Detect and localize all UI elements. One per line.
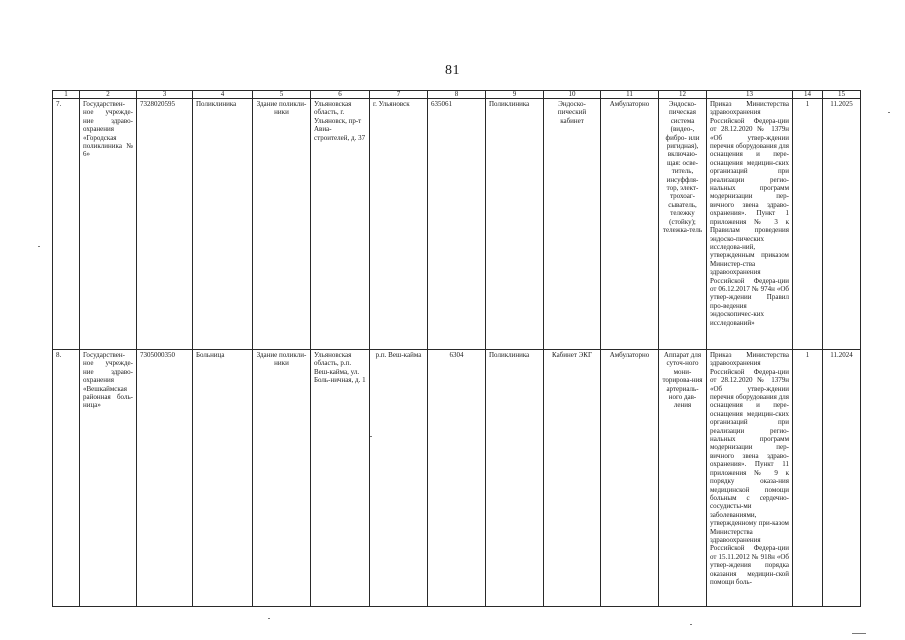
column-number: 2: [80, 91, 137, 99]
equipment-cell: Аппарат для суточ-ного мони-торирова-ния артериаль-ного дав-ления: [659, 350, 707, 607]
legal-basis-cell: Приказ Министерства здравоохранения Российской Федера-ции от 28.12.2020 № 1379н «Об утвер-ждении перечня оборудования для оснащения и пере-оснащения медицин-ских организаций при реализации регио-нальных программ модернизации пер-вичного звена здраво-охранения». Пункт 1 приложения № 3 к Правилам проведения эндоско-пических исследова-ний, утвержденным приказом Министер-ства здравоохранения Российской Федера-ции от 06.12.2017 № 974н «Об утвер-ждении Правил про-ведения эндоскопичес-ких исследований»: [707, 99, 793, 350]
locality-cell: г. Ульяновск: [370, 99, 428, 350]
column-number: 11: [601, 91, 659, 99]
table-row: [53, 99, 861, 350]
column-number: 1: [53, 91, 80, 99]
department-cell: Поликлиника: [486, 99, 544, 350]
row-number: 7.: [53, 99, 80, 350]
inn-cell: 7305000350: [137, 350, 193, 607]
code-cell: 635061: [428, 99, 486, 350]
scan-speck: [690, 624, 692, 625]
date-cell: 11.2024: [823, 350, 861, 607]
row-number: 8.: [53, 350, 80, 607]
date-cell: 11.2025: [823, 99, 861, 350]
code-cell: 6304: [428, 350, 486, 607]
organization-name: Государствен-ное учрежде-ние здраво-охранения «Вешкаймская районная боль-ница»: [80, 350, 137, 607]
column-number: 4: [193, 91, 253, 99]
column-number: 3: [137, 91, 193, 99]
column-number: 8: [428, 91, 486, 99]
column-number: 13: [707, 91, 793, 99]
building-cell: Здание поликли-ники: [253, 99, 311, 350]
inn-cell: 7328020595: [137, 99, 193, 350]
department-cell: Поликлиника: [486, 350, 544, 607]
column-number: 15: [823, 91, 861, 99]
column-number: 14: [793, 91, 823, 99]
column-number: 9: [486, 91, 544, 99]
scan-speck: [370, 436, 372, 437]
scan-speck: [268, 618, 270, 619]
equipment-table: [52, 90, 861, 607]
building-cell: Здание поликли-ники: [253, 350, 311, 607]
column-number: 12: [659, 91, 707, 99]
column-number: 6: [311, 91, 370, 99]
room-cell: Эндоско-пический кабинет: [544, 99, 601, 350]
scan-speck: [852, 633, 866, 634]
organization-name: Государствен-ное учрежде-ние здраво-охранения «Городская поликлиника № 6»: [80, 99, 137, 350]
scan-speck: [888, 112, 890, 113]
room-cell: Кабинет ЭКГ: [544, 350, 601, 607]
table-row: [53, 350, 861, 607]
address-cell: Ульяновская область, р.п. Веш-кайма, ул. Боль-ничная, д. 1: [311, 350, 370, 607]
column-number: 10: [544, 91, 601, 99]
locality-cell: р.п. Веш-кайма: [370, 350, 428, 607]
care-type-cell: Амбулаторно: [601, 350, 659, 607]
page-number: 81: [445, 63, 460, 78]
quantity-cell: 1: [793, 99, 823, 350]
quantity-cell: 1: [793, 350, 823, 607]
column-number: 5: [253, 91, 311, 99]
legal-basis-cell: Приказ Министерства здравоохранения Российской Федера-ции от 28.12.2020 № 1379н «Об утвер-ждении перечня оборудования для оснащения и пере-оснащения медицин-ских организаций при реализации регио-нальных программ модернизации пер-вичного звена здраво-охранения». Пункт 11 приложения № 9 к порядку оказа-ния медицинской помощи больным с сердечно-сосудисты-ми заболеваниями, утвержденному при-казом Министерства здравоохранения Российской Федера-ции от 15.11.2012 № 918н «Об утвер-ждения порядка оказания медицин-ской помощи боль-: [707, 350, 793, 607]
care-type-cell: Амбулаторно: [601, 99, 659, 350]
column-number: 7: [370, 91, 428, 99]
equipment-cell: Эндоско-пическая система (видео-, фибро- или ригидная), включаю-щая: освe-титель, инсуффля-тор, элект-трохоаг-сыватель, тележку (стойку); тележка-тель: [659, 99, 707, 350]
address-cell: Ульяновская область, г. Ульяновск, пр-т Авиа-строителей, д. 37: [311, 99, 370, 350]
column-number-row: [53, 91, 861, 99]
scan-speck: [38, 246, 40, 247]
facility-type: Поликлиника: [193, 99, 253, 350]
facility-type: Больница: [193, 350, 253, 607]
